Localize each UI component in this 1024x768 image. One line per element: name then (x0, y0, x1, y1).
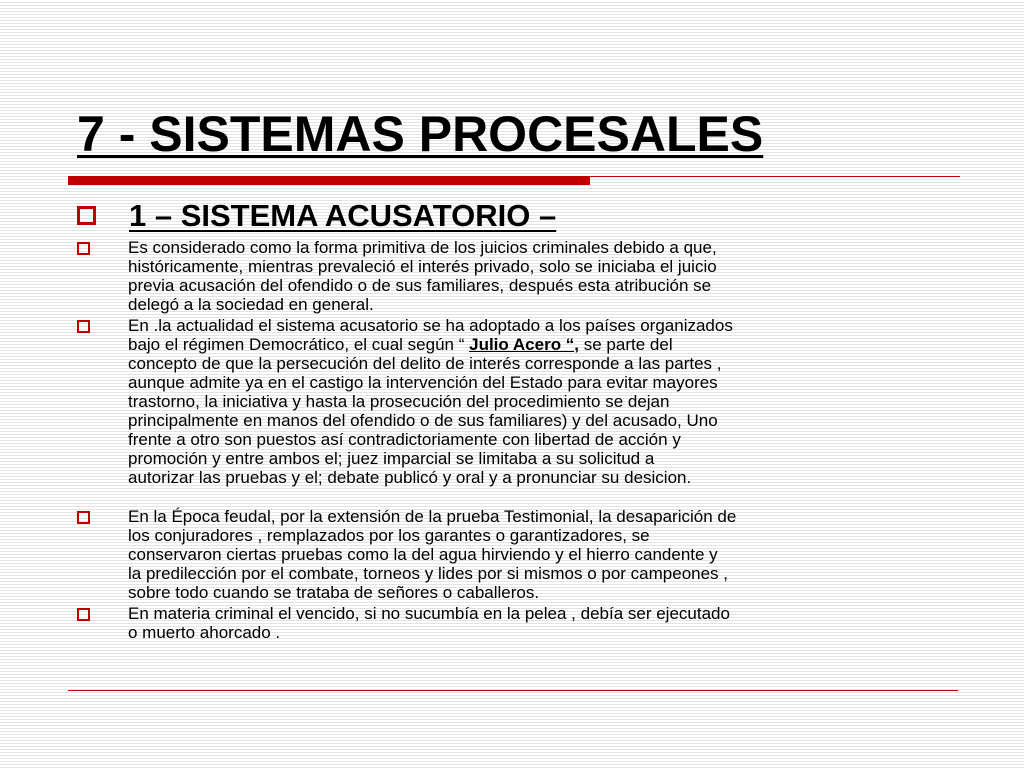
paragraph-line: autorizar las pruebas y el; debate publicó y oral y a pronunciar su desicion. (128, 468, 692, 487)
paragraph-line: delegó a la sociedad en general. (128, 295, 374, 314)
cited-author-name: Julio Acero “, (469, 335, 580, 354)
slide-title: 7 - SISTEMAS PROCESALES (77, 106, 764, 162)
paragraph-text: bajo el régimen Democrático, el cual según “ (128, 335, 470, 354)
paragraph-1 (75, 238, 955, 314)
paragraph-line: conservaron ciertas pruebas como la del agua hirviendo y el hierro candente y (128, 545, 718, 564)
paragraph-line: históricamente, mientras prevaleció el interés privado, solo se iniciaba el juicio (128, 257, 717, 276)
section-heading-text: 1 – SISTEMA ACUSATORIO – (129, 198, 557, 233)
paragraph-line: concepto de que la persecución del delito de interés corresponde a las partes , (128, 354, 722, 373)
paragraph-line (128, 335, 955, 354)
paragraph-line: En materia criminal el vencido, si no sucumbía en la pelea , debía ser ejecutado (128, 604, 730, 623)
paragraph-line: En .la actualidad el sistema acusatorio se ha adoptado a los países organizados (128, 316, 733, 335)
hollow-square-bullet-icon (77, 511, 90, 524)
paragraph-line: principalmente en manos del ofendido o de sus familiares) y del acusado, Uno (128, 411, 718, 430)
paragraph-line: o muerto ahorcado . (128, 623, 281, 642)
paragraph-line: sobre todo cuando se trataba de señores o caballeros. (128, 583, 540, 602)
hollow-square-bullet-icon (77, 206, 96, 225)
title-accent-bar (68, 176, 590, 185)
paragraph-line: En la Época feudal, por la extensión de la prueba Testimonial, la desaparición de (128, 507, 737, 526)
paragraph-line: los conjuradores , remplazados por los garantes o garantizadores, se (128, 526, 650, 545)
paragraph-text: se parte del (579, 335, 673, 354)
paragraph-line: aunque admite ya en el castigo la intervención del Estado para evitar mayores (128, 373, 718, 392)
slide-content (75, 196, 955, 642)
paragraph-line: previa acusación del ofendido o de sus familiares, después esta atribución se (128, 276, 712, 295)
paragraph-spacer (75, 487, 955, 505)
paragraph-3 (75, 507, 955, 602)
title-accent-line (590, 176, 960, 177)
paragraph-4 (75, 604, 955, 642)
hollow-square-bullet-icon (77, 608, 90, 621)
paragraph-line: la predilección por el combate, torneos y lides por si mismos o por campeones , (128, 564, 729, 583)
paragraph-line: frente a otro son puestos así contradictoriamente con libertad de acción y (128, 430, 681, 449)
hollow-square-bullet-icon (77, 242, 90, 255)
footer-divider (68, 690, 958, 691)
paragraph-line: trastorno, la iniciativa y hasta la prosecución del procedimiento se dejan (128, 392, 670, 411)
paragraph-2 (75, 316, 955, 487)
paragraph-line: Es considerado como la forma primitiva de los juicios criminales debido a que, (128, 238, 717, 257)
section-heading (75, 196, 955, 236)
hollow-square-bullet-icon (77, 320, 90, 333)
paragraph-line: promoción y entre ambos el; juez imparcial se limitaba a su solicitud a (128, 449, 655, 468)
